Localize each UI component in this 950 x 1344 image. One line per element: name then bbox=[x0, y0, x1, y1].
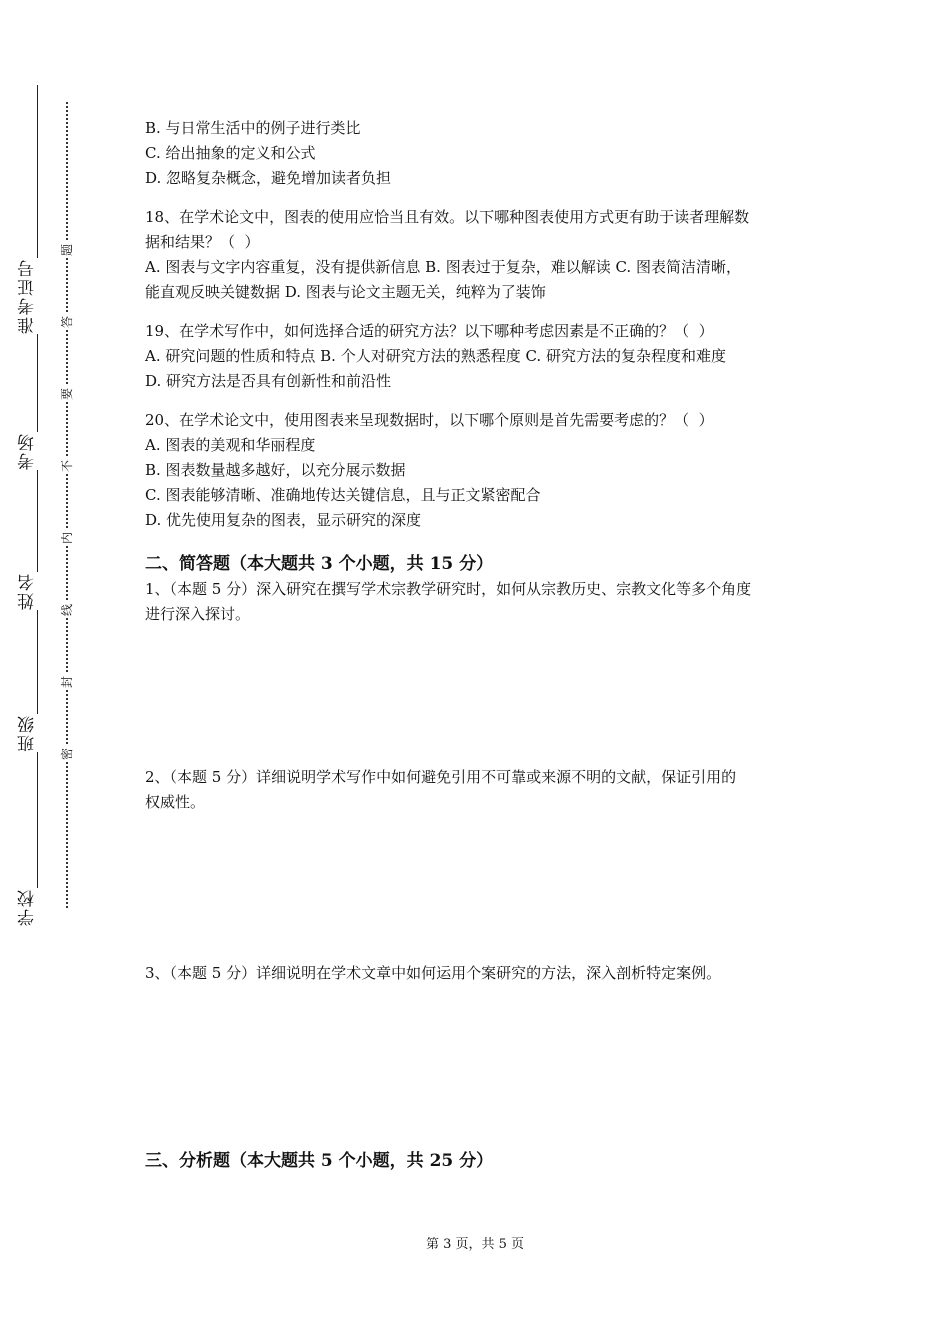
seal-char: 不 bbox=[60, 460, 74, 473]
answer-space[interactable] bbox=[145, 815, 815, 961]
section-3-title: 三、分析题（本大题共 5 个小题，共 25 分） bbox=[145, 1151, 494, 1171]
short-answer-3 bbox=[145, 961, 815, 986]
question-19 bbox=[145, 319, 815, 394]
question-17-options bbox=[145, 116, 815, 191]
seal-char: 题 bbox=[60, 244, 74, 257]
short-answer-2 bbox=[145, 765, 815, 815]
seal-char: 线 bbox=[60, 604, 74, 617]
question-stem: 19、在学术写作中，如何选择合适的研究方法？以下哪种考虑因素是不正确的？（ ） bbox=[145, 322, 714, 340]
binding-margin bbox=[0, 0, 110, 1344]
question-stem: 进行深入探讨。 bbox=[145, 605, 251, 623]
name-label: 姓名 bbox=[20, 572, 50, 610]
question-stem: 据和结果？（ ） bbox=[145, 233, 260, 251]
seal-dotted-line bbox=[66, 102, 68, 908]
option-a: A. 图表的美观和华丽程度 bbox=[145, 436, 316, 454]
question-stem: 3、（本题 5 分）详细说明在学术文章中如何运用个案研究的方法，深入剖析特定案例。 bbox=[145, 964, 722, 982]
option-c: C. 图表能够清晰、准确地传达关键信息，且与正文紧密配合 bbox=[145, 486, 541, 504]
question-stem: 18、在学术论文中，图表的使用应恰当且有效。以下哪种图表使用方式更有助于读者理解数 bbox=[145, 208, 750, 226]
page-footer: 第 3 页，共 5 页 bbox=[425, 1237, 525, 1252]
school-label: 学校 bbox=[20, 888, 50, 926]
seal-char: 内 bbox=[60, 532, 74, 545]
answer-space[interactable] bbox=[145, 986, 815, 1130]
question-options: A. 图表与文字内容重复，没有提供新信息 B. 图表过于复杂，难以解读 C. 图表简洁清晰， bbox=[145, 258, 741, 276]
option-b: B. 与日常生活中的例子进行类比 bbox=[145, 119, 361, 137]
option-d: D. 忽略复杂概念，避免增加读者负担 bbox=[145, 169, 392, 187]
short-answer-1 bbox=[145, 577, 815, 627]
option-b: B. 图表数量越多越好，以充分展示数据 bbox=[145, 461, 406, 479]
question-18 bbox=[145, 205, 815, 305]
seal-char: 要 bbox=[60, 388, 74, 401]
question-options: A. 研究问题的性质和特点 B. 个人对研究方法的熟悉程度 C. 研究方法的复杂程度和难度 bbox=[145, 347, 726, 365]
answer-space[interactable] bbox=[145, 627, 815, 765]
question-options: 能直观反映关键数据 D. 图表与论文主题无关，纯粹为了装饰 bbox=[145, 283, 546, 301]
exam-content bbox=[145, 116, 815, 1174]
question-stem: 1、（本题 5 分）深入研究在撰写学术宗教学研究时，如何从宗教历史、宗教文化等多个角度 bbox=[145, 580, 752, 598]
class-label: 班级 bbox=[20, 714, 50, 752]
exam-room-label: 考场 bbox=[20, 432, 50, 470]
option-c: C. 给出抽象的定义和公式 bbox=[145, 144, 316, 162]
question-stem: 权威性。 bbox=[145, 793, 206, 811]
seal-char: 答 bbox=[60, 316, 74, 329]
option-d: D. 优先使用复杂的图表，显示研究的深度 bbox=[145, 511, 422, 529]
seal-char: 密 bbox=[60, 748, 74, 761]
question-20 bbox=[145, 408, 815, 533]
section-2-title: 二、简答题（本大题共 3 个小题，共 15 分） bbox=[145, 554, 494, 574]
binding-solid-line bbox=[37, 85, 38, 925]
question-stem: 20、在学术论文中，使用图表来呈现数据时，以下哪个原则是首先需要考虑的？（ ） bbox=[145, 411, 714, 429]
exam-number-label: 准考证号 bbox=[20, 258, 50, 334]
question-stem: 2、（本题 5 分）详细说明学术写作中如何避免引用不可靠或来源不明的文献，保证引用的 bbox=[145, 768, 737, 786]
seal-char: 封 bbox=[60, 676, 74, 689]
question-options: D. 研究方法是否具有创新性和前沿性 bbox=[145, 372, 392, 390]
